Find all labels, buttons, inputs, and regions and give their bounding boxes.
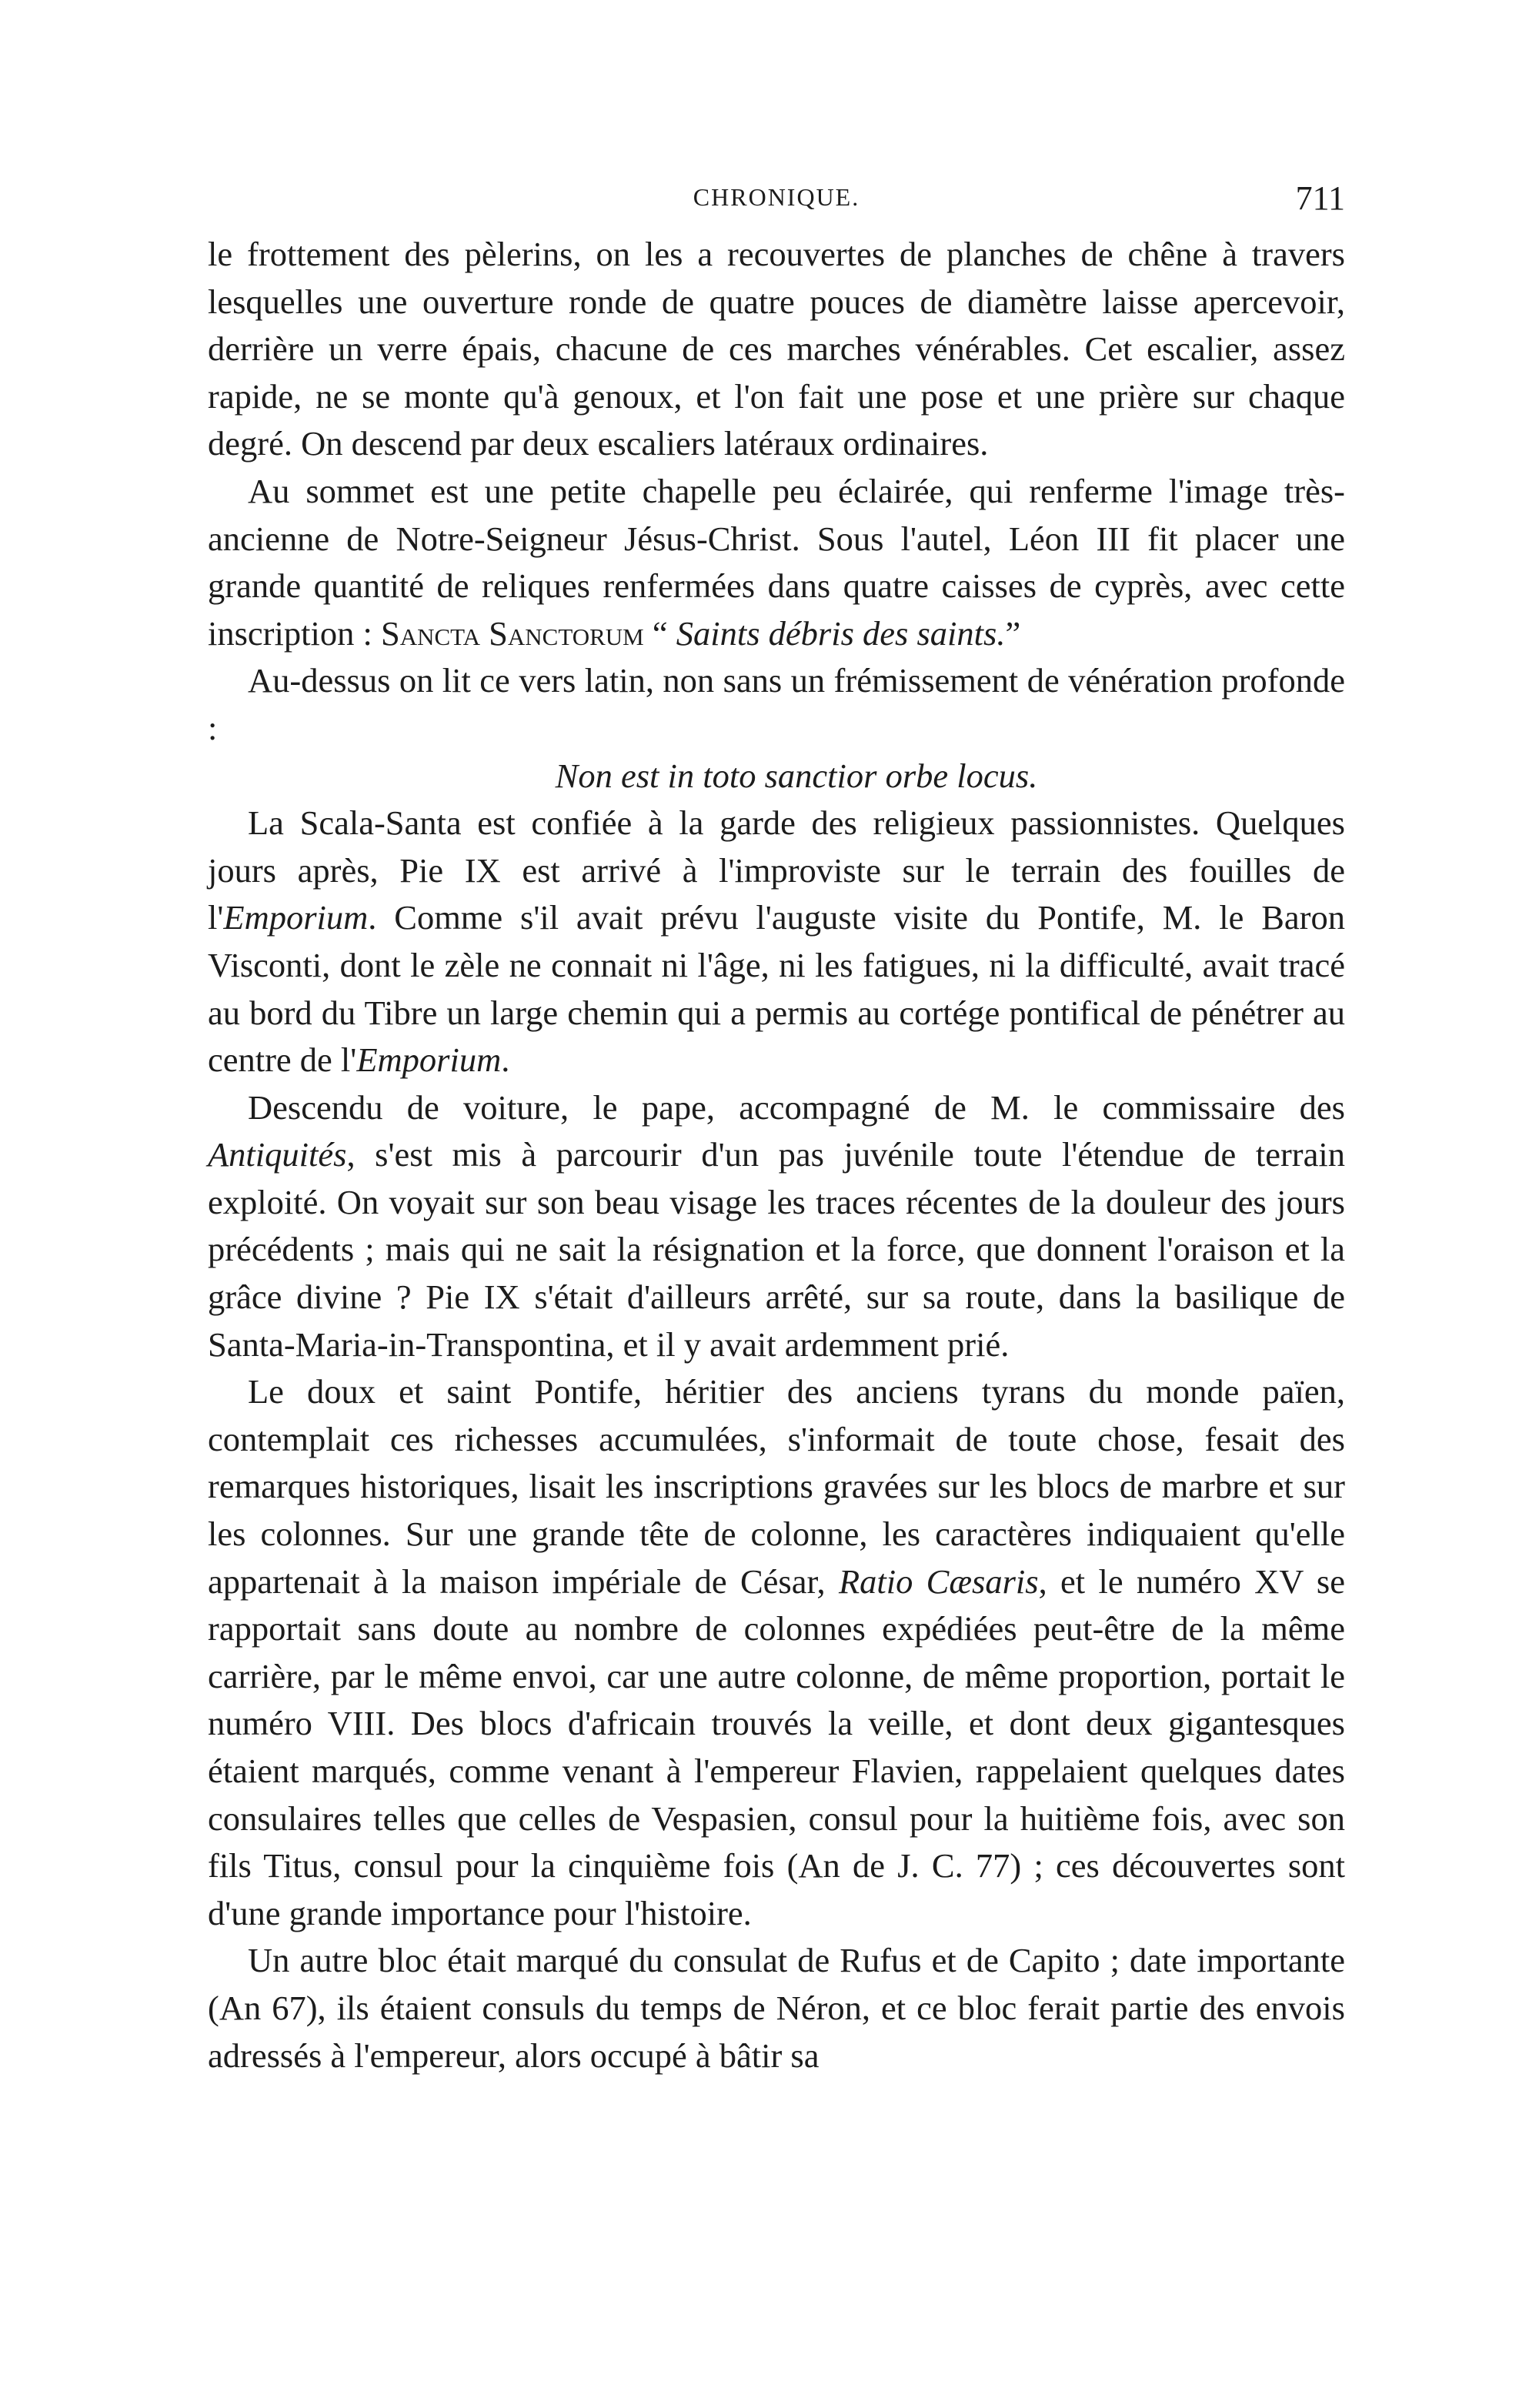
open-quote: “ <box>643 613 676 653</box>
paragraph-text: Un autre bloc était marqué du consulat de Rufus et de Capito ; date importante (An 67), ils étaient consuls du temps de Néron, et ce bloc ferait partie des envois adressés à l'empereur, alors occupé à bâtir sa <box>208 1941 1345 2075</box>
paragraph-chapel <box>208 468 1345 657</box>
paragraph-text: La Scala-Santa est confiée à la garde des religieux passionnistes. Quelques jours après, Pie IX est arrivé à l'improviste sur le terrain des fouilles de l' <box>208 803 1345 937</box>
paragraph-scala-santa <box>208 800 1345 1084</box>
page-header <box>208 179 1345 225</box>
paragraph-text: Au sommet est une petite chapelle peu éclairée, qui renferme l'image très-ancienne de Notre-Seigneur Jésus-Christ. Sous l'autel, Léon III fit placer une grande quantité de reliques renfermées dans quatre caisses de cyprès, avec cette inscription : <box>208 471 1345 653</box>
page-number: 711 <box>1295 179 1345 217</box>
close-quote: ” <box>1005 613 1021 653</box>
paragraph-text: le frottement des pèlerins, on les a recouvertes de planches de chêne à travers lesquelles une ouverture ronde de quatre pouces de diamètre laisse apercevoir, derrière un verre épais, chacune de ces marches vénérables. Cet escalier, assez rapide, ne se monte qu'à genoux, et l'on fait une pose et une prière sur chaque degré. On descend par deux escaliers latéraux ordinaires. <box>208 235 1345 463</box>
paragraph-text: Le doux et saint Pontife, héritier des anciens tyrans du monde païen, contemplait ces richesses accumulées, s'informait de toute chose, fesait des remarques historiques, lisait les inscriptions gravées sur les blocs de marbre et sur les colonnes. Sur une grande tête de colonne, les caractères indiquaient qu'elle appartenait à la maison impériale de César, <box>208 1372 1345 1601</box>
emphasis: Emporium <box>356 1040 502 1080</box>
paragraph-text: Au-dessus on lit ce vers latin, non sans un frémissement de vénération profonde : <box>208 661 1345 747</box>
latin-verse: Non est in toto sanctior orbe locus. <box>555 756 1038 795</box>
paragraph-text: , s'est mis à parcourir d'un pas juvénile toute l'étendue de terrain exploité. On voyait sur son beau visage les traces récentes de la douleur des jours précédents ; mais qui ne sait la résignation et la force, que donnent l'oraison et la grâce divine ? Pie IX s'était d'ailleurs arrêté, sur sa route, dans la basilique de Santa-Maria-in-Transpontina, et il y avait ardemment prié. <box>208 1135 1345 1364</box>
emphasis: Ratio Cæsaris <box>838 1561 1039 1601</box>
paragraph-rufus <box>208 1937 1345 2079</box>
paragraph-verse-intro <box>208 657 1345 752</box>
paragraph-pontiff <box>208 1368 1345 1937</box>
emphasis: Antiquités <box>208 1135 347 1174</box>
inscription: Sancta Sanctorum <box>380 613 644 653</box>
paragraph-text: , et le numéro XV se rapportait sans doute au nombre de colonnes expédiées peut-être de la même carrière, par le même envoi, car une autre colonne, de même proportion, portait le numéro VIII. Des blocs d'africain trouvés la veille, et dont deux gigantesques étaient marqués, comme venant à l'empereur Flavien, rappelaient quelques dates consulaires telles que celles de Vespasien, consul pour la huitième fois, avec son fils Titus, consul pour la cinquième fois (An de J. C. 77) ; ces découvertes sont d'une grande importance pour l'histoire. <box>208 1561 1345 1932</box>
running-title: CHRONIQUE. <box>693 183 860 211</box>
paragraph-visit <box>208 1084 1345 1369</box>
paragraph-text: Descendu de voiture, le pape, accompagné de M. le commissaire des <box>248 1087 1345 1127</box>
emphasis: Emporium <box>223 898 369 937</box>
inscription-translation: Saints débris des saints. <box>676 613 1006 653</box>
paragraph-text: . <box>501 1040 510 1080</box>
paragraph-text: . Comme s'il avait prévu l'auguste visite du Pontife, M. le Baron Visconti, dont le zèle ne connait ni l'âge, ni les fatigues, ni la difficulté, avait tracé au bord du Tibre un large chemin qui a permis au cortége pontifical de pénétrer au centre de l' <box>208 898 1345 1080</box>
paragraph-continued <box>208 231 1345 468</box>
body-text <box>208 231 1345 2079</box>
